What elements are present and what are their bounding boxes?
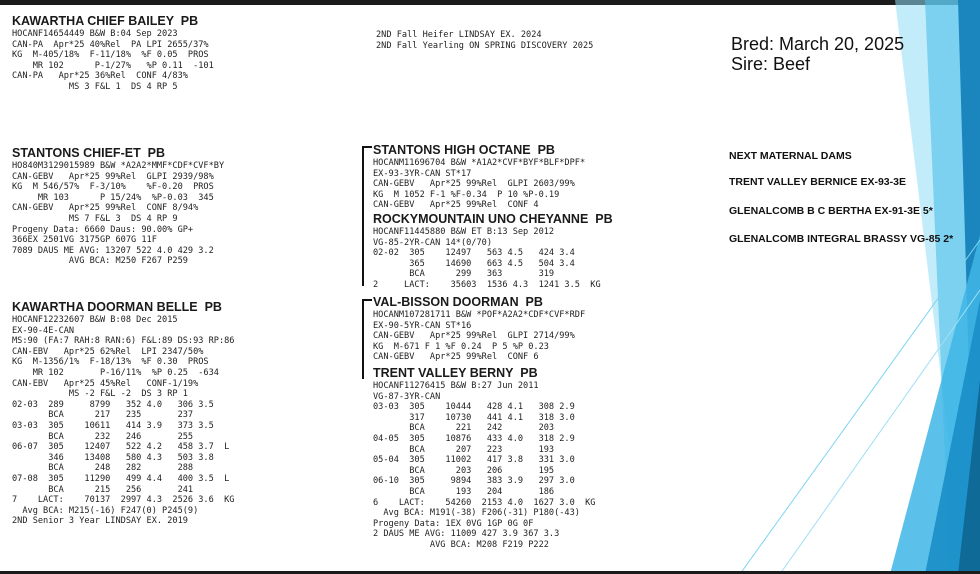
detail-line: VG-87-3YR-CAN (373, 391, 441, 402)
detail-line: CAN-GEBV Apr*25 99%Rel GLPI 2603/99% (373, 179, 575, 190)
maternal-dams-header: NEXT MATERNAL DAMS (729, 150, 852, 162)
detail-line: HOCANM107281711 B&W *POF*A2A2*CDF*CVF*RDF (373, 310, 586, 320)
detail-line: KG M-671 F 1 %F 0.24 P 5 %P 0.23 (373, 341, 549, 352)
detail-line: MR 102 P-1/27% %P 0.11 -101 (12, 60, 214, 71)
detail-line: 7 LACT: 70137 2997 4.3 2526 3.6 KG (12, 495, 235, 506)
detail-line: MS 7 F&L 3 DS 4 RP 9 (12, 213, 178, 224)
detail-line: 06-10 305 9894 383 3.9 297 3.0 (373, 476, 575, 487)
detail-line: MS 3 F&L 1 DS 4 RP 5 (12, 81, 178, 92)
animal-name: KAWARTHA CHIEF BAILEY PB (12, 14, 199, 28)
detail-line: CAN-PA Apr*25 36%Rel CONF 4/83% (12, 71, 188, 82)
detail-line: CAN-EBV Apr*25 62%Rel LPI 2347/50% (12, 346, 204, 357)
detail-line: HOCANF11276415 B&W B:27 Jun 2011 (373, 381, 539, 391)
animal-name: VAL-BISSON DOORMAN PB (373, 295, 543, 309)
detail-line: 346 13408 580 4.3 503 3.8 (12, 452, 214, 463)
detail-line: BCA 217 235 237 (12, 410, 194, 421)
maternal-dam-item: GLENALCOMB INTEGRAL BRASSY VG-85 2* (729, 233, 954, 245)
detail-line: EX-90-5YR-CAN ST*16 (373, 320, 472, 331)
bred-date: Bred: March 20, 2025 (731, 34, 905, 54)
detail-line: Avg BCA: M215(-16) F247(0) P245(9) (12, 505, 199, 516)
pedigree-bracket-sire (362, 146, 372, 286)
detail-line: 02-03 289 8799 352 4.0 306 3.5 (12, 399, 214, 410)
detail-line: 365 14690 663 4.5 504 3.4 (373, 258, 575, 269)
animal-block-top (12, 14, 214, 93)
detail-line: CAN-GEBV Apr*25 99%Rel GLPI 2939/98% (12, 171, 214, 182)
animal-name: STANTONS CHIEF-ET PB (12, 146, 166, 160)
detail-line: 6 LACT: 54260 2153 4.0 1627 3.0 KG (373, 497, 596, 508)
animal-name: KAWARTHA DOORMAN BELLE PB (12, 300, 222, 314)
detail-line: CAN-GEBV Apr*25 99%Rel CONF 8/94% (12, 203, 199, 214)
detail-line: BCA 207 223 193 (373, 444, 555, 455)
detail-line: MS -2 F&L -2 DS 3 RP 1 (12, 389, 188, 400)
detail-line: Progeny Data: 1EX 0VG 1GP 0G 0F (373, 518, 534, 529)
detail-line: Avg BCA: M191(-38) F206(-31) P180(-43) (373, 508, 580, 519)
animal-block-dam (12, 300, 234, 527)
detail-line: BCA 203 206 195 (373, 465, 555, 476)
detail-line: CAN-PA Apr*25 40%Rel PA LPI 2655/37% (12, 39, 209, 50)
animal-name: TRENT VALLEY BERNY PB (373, 366, 538, 380)
detail-line: CAN-GEBV Apr*25 99%Rel GLPI 2714/99% (373, 331, 575, 342)
detail-line: 07-08 305 11290 499 4.4 400 3.5 L (12, 473, 230, 484)
detail-line: KG M 546/57% F-3/10% %F-0.20 PROS (12, 182, 214, 193)
detail-line: 2 DAUS ME AVG: 11009 427 3.9 367 3.3 (373, 529, 560, 540)
animal-block-dam-sire (373, 295, 585, 363)
detail-line: 317 10730 441 4.1 318 3.0 (373, 412, 575, 423)
maternal-dam-item: GLENALCOMB B C BERTHA EX-91-3E 5* (729, 205, 933, 217)
detail-line: BCA 299 363 319 (373, 269, 555, 280)
detail-line: EX-90-4E-CAN (12, 325, 75, 336)
detail-line: HO840M3129015989 B&W *A2A2*MMF*CDF*CVF*BY (12, 161, 225, 171)
detail-line: VG-85-2YR-CAN 14*(0/70) (373, 237, 492, 248)
animal-block-sire-sire (373, 143, 585, 211)
detail-line: 04-05 305 10876 433 4.0 318 2.9 (373, 433, 575, 444)
detail-line: BCA 193 204 186 (373, 486, 555, 497)
detail-line: KG M-1356/1% F-18/13% %F 0.30 PROS (12, 357, 209, 368)
detail-line: 2 LACT: 35603 1536 4.3 1241 3.5 KG (373, 279, 601, 290)
detail-line: AVG BCA: M250 F267 P259 (12, 256, 188, 267)
detail-line: 03-03 305 10611 414 3.9 373 3.5 (12, 420, 214, 431)
detail-line: 2ND Senior 3 Year LINDSAY EX. 2019 (12, 516, 188, 527)
detail-line: HOCANF14654449 B&W B:04 Sep 2023 (12, 29, 178, 39)
detail-line: AVG BCA: M208 F219 P222 (373, 539, 549, 550)
service-sire: Sire: Beef (731, 54, 811, 74)
maternal-dam-item: TRENT VALLEY BERNICE EX-93-3E (729, 176, 906, 188)
animal-block-dam-dam (373, 366, 595, 551)
detail-line: MS:90 (FA:7 RAH:8 RAN:6) F&L:89 DS:93 RP:86 (12, 336, 235, 347)
show-notes (376, 30, 593, 51)
animal-block-sire-dam (373, 212, 613, 291)
detail-line: BCA 215 256 241 (12, 484, 194, 495)
detail-line: CAN-EBV Apr*25 45%Rel CONF-1/19% (12, 378, 199, 389)
detail-line: MR 102 P-16/11% %P 0.25 -634 (12, 367, 219, 378)
detail-line: 06-07 305 12407 522 4.2 458 3.7 L (12, 442, 230, 453)
detail-line: 7089 DAUS ME AVG: 13207 522 4.0 429 3.2 (12, 245, 214, 256)
detail-line: 366EX 2501VG 3175GP 607G 11F (12, 235, 157, 246)
detail-line: HOCANM11696704 B&W *A1A2*CVF*BYF*BLF*DPF* (373, 158, 586, 168)
detail-line: KG M 1052 F-1 %F-0.34 P 10 %P-0.19 (373, 189, 560, 200)
detail-line: 03-03 305 10444 428 4.1 308 2.9 (373, 402, 575, 413)
show-note: 2ND Fall Heifer LINDSAY EX. 2024 (376, 30, 542, 40)
detail-line: 05-04 305 11002 417 3.8 331 3.0 (373, 455, 575, 466)
show-note: 2ND Fall Yearling ON SPRING DISCOVERY 2025 (376, 40, 594, 51)
detail-line: MR 103 P 15/24% %P-0.03 345 (12, 192, 214, 203)
pedigree-bracket-dam (362, 299, 372, 379)
detail-line: HOCANF11445880 B&W ET B:13 Sep 2012 (373, 227, 555, 237)
animal-name: ROCKYMOUNTAIN UNO CHEYANNE PB (373, 212, 613, 226)
decorative-shapes (720, 0, 980, 574)
animal-name: STANTONS HIGH OCTANE PB (373, 143, 555, 157)
detail-line: BCA 232 246 255 (12, 431, 194, 442)
detail-line: Progeny Data: 6660 Daus: 90.00% GP+ (12, 224, 194, 235)
animal-block-sire (12, 146, 224, 267)
detail-line: CAN-GEBV Apr*25 99%Rel CONF 4 (373, 200, 539, 211)
detail-line: CAN-GEBV Apr*25 99%Rel CONF 6 (373, 352, 539, 363)
detail-line: EX-93-3YR-CAN ST*17 (373, 168, 472, 179)
detail-line: KG M-405/18% F-11/18% %F 0.05 PROS (12, 50, 209, 61)
detail-line: 02-02 305 12497 563 4.5 424 3.4 (373, 248, 575, 259)
detail-line: HOCANF12232607 B&W B:08 Dec 2015 (12, 315, 178, 325)
detail-line: BCA 248 282 288 (12, 463, 194, 474)
detail-line: BCA 221 242 203 (373, 423, 555, 434)
